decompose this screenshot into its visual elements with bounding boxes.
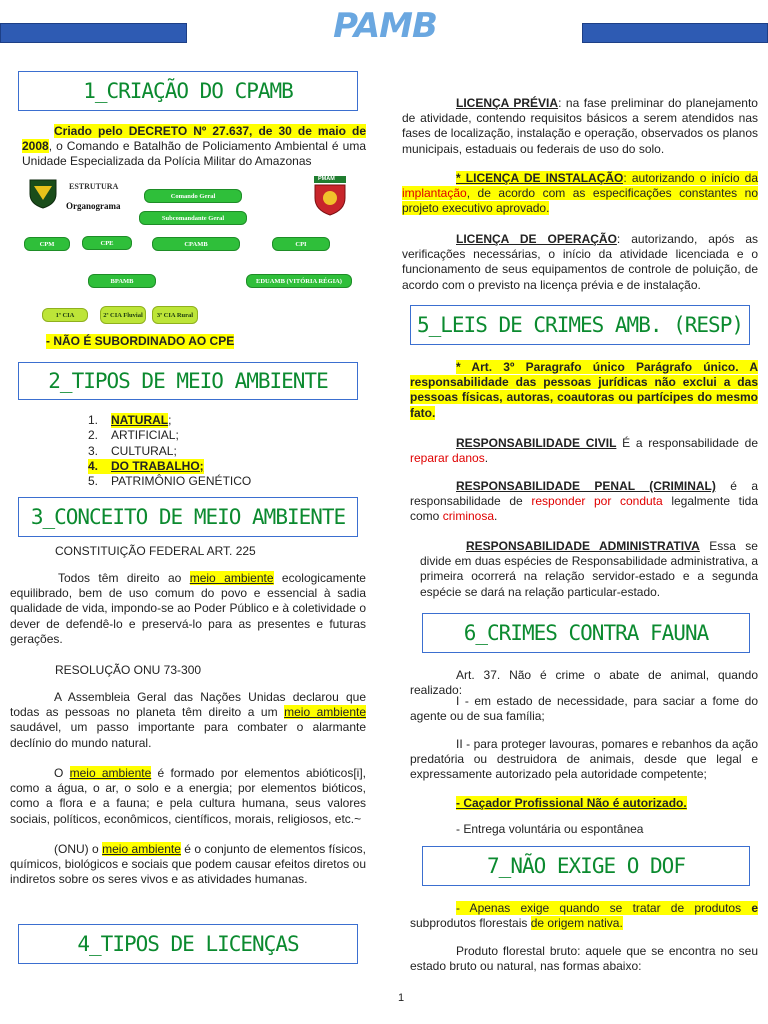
- art37-paragraph: Art. 37. Não é crime o abate de animal, quando realizado:: [410, 668, 758, 698]
- brand-title: PAMB: [333, 6, 437, 46]
- art3-paragraph: * Art. 3º Paragrafo único Parágrafo único. A responsabilidade das pessoas jurídicas não exclui a das pessoas físicas, autoras, coautoras ou partícipes do mesmo fato.: [410, 360, 758, 420]
- decree-rest: , o Comando e Batalhão de Policiamento Ambiental é uma Unidade Especializada da Polícia Militar do Amazonas: [22, 139, 366, 169]
- meio-ambiente-highlight: meio ambiente: [102, 842, 181, 856]
- org-cpm: CPM: [24, 237, 70, 251]
- resp-penal-label: RESPONSABILIDADE PENAL (CRIMINAL): [456, 479, 716, 493]
- org-cpi: CPI: [272, 237, 330, 251]
- licenca-operacao-paragraph: LICENÇA DE OPERAÇÃO: autorizando, após as verificações necessárias, o início da atividade licenciada e o funcionamento de seus equipamentos de controle de poluição, de acordo com o previsto na licença prévia e de instalação.: [402, 232, 758, 292]
- not-subordinate-note: - NÃO É SUBORDINADO AO CPE: [46, 334, 235, 348]
- formation-paragraph: O meio ambiente é formado por elementos abióticos[i], como a água, o ar, o solo e a energia; por elementos bióticos, como a flora e a fauna; e pela cultura humana, seus valores sociais, políticos, econômicos, científicos, morais, religiosos, etc.~: [10, 766, 366, 826]
- meio-ambiente-highlight: meio ambiente: [284, 705, 366, 720]
- implantacao-text: implantação: [402, 186, 467, 201]
- cacador-note: - Caçador Profissional Não é autorizado.: [456, 796, 687, 810]
- organograma-label: Organograma: [66, 201, 121, 211]
- org-cpamb: CPAMB: [152, 237, 240, 251]
- licenca-operacao-label: LICENÇA DE OPERAÇÃO: [456, 232, 617, 246]
- responsabilidade-penal-paragraph: RESPONSABILIDADE PENAL (CRIMINAL) é a responsabilidade de responder por conduta legalmente tida como criminosa.: [410, 479, 758, 524]
- list-label: CULTURAL;: [111, 443, 177, 458]
- decree-paragraph: [22, 124, 366, 170]
- list-number: 3.: [88, 443, 99, 458]
- list-number: 2.: [88, 428, 99, 443]
- entrega-note: - Entrega voluntária ou espontânea: [456, 822, 644, 836]
- cf-title: CONSTITUIÇÃO FEDERAL ART. 225: [55, 544, 256, 558]
- licenca-instalacao-paragraph: * LICENÇA DE INSTALAÇÃO: autorizando o início da implantação, de acordo com as especificações constantes no projeto executivo aprovado.: [402, 171, 758, 216]
- responsabilidade-admin-paragraph: RESPONSABILIDADE ADMINISTRATIVA Essa se divide em duas espécies de Responsabilidade administrativa, a primeira ocorrerá na relação servidor-estado e a segunda espécie se dará na relação particular-estado.: [420, 539, 758, 599]
- meio-ambiente-highlight: meio ambiente: [69, 766, 152, 780]
- org-eduamb: EDUAMB (VITÓRIA RÉGIA): [246, 274, 352, 288]
- list-item: [88, 444, 251, 459]
- section-title-7: 7_NÃO EXIGE O DOF: [422, 846, 750, 886]
- org-comando-geral: Comando Geral: [144, 189, 242, 203]
- environment-types-list: [88, 413, 251, 489]
- onu-definition-paragraph: (ONU) o meio ambiente é o conjunto de elementos físicos, químicos, biológicos e sociais que podem causar efeitos diretos ou indiretos sobre os seres vivos e as atividades humanas.: [10, 842, 366, 887]
- list-item: [88, 413, 251, 428]
- responsabilidade-civil-paragraph: RESPONSABILIDADE CIVIL É a responsabilidade de reparar danos.: [410, 436, 759, 466]
- section-title-2: 2_TIPOS DE MEIO AMBIENTE: [18, 362, 358, 400]
- pmam-label: PMAM: [318, 176, 335, 182]
- page-number: 1: [398, 992, 405, 1004]
- produto-bruto-paragraph: Produto florestal bruto: aquele que se encontra no seu estado bruto ou natural, nas formas abaixo:: [410, 944, 758, 974]
- header-bar-right: [582, 23, 768, 43]
- section-title-1: 1_CRIAÇÃO DO CPAMB: [18, 71, 358, 111]
- resp-civil-label: RESPONSABILIDADE CIVIL: [456, 436, 617, 450]
- list-suffix: ;: [168, 413, 172, 427]
- list-label: DO TRABALHO;: [111, 458, 204, 473]
- cf-paragraph: Todos têm direito ao meio ambiente ecologicamente equilibrado, bem de uso comum do povo e essencial à sadia qualidade de vida, impondo-se ao Poder Público e à coletividade o dever de defendê-lo e preservá-lo para as presentes e futuras gerações.: [10, 571, 366, 646]
- org-cia3: 3ª CIA Rural: [152, 306, 198, 324]
- org-cpe: CPE: [82, 236, 132, 250]
- list-item: [88, 459, 251, 474]
- org-cia2: 2ª CIA Fluvial: [100, 306, 146, 324]
- section-title-5: 5_LEIS DE CRIMES AMB. (RESP): [410, 305, 750, 345]
- art37-i-paragraph: I - em estado de necessidade, para saciar a fome do agente ou de sua família;: [410, 694, 758, 724]
- org-bpamb: BPAMB: [88, 274, 156, 288]
- licenca-previa-label: LICENÇA PRÉVIA: [456, 96, 559, 110]
- art37-ii-paragraph: II - para proteger lavouras, pomares e rebanhos da ação predatória ou destruidora de animais, desde que legal e expressamente autorizado pela autoridade competente;: [410, 737, 758, 782]
- decree-highlight: Criado pelo DECRETO Nº 27.637, de 30 de maio de 2008: [22, 124, 366, 154]
- list-item: [88, 428, 251, 443]
- left-logo: [26, 176, 60, 210]
- onu-paragraph: A Assembleia Geral das Nações Unidas declarou que todas as pessoas no planeta têm direito a um meio ambiente saudável, um passo importante para combater o alarmante declínio do mundo natural.: [10, 690, 366, 750]
- shield-logo-icon: [26, 176, 60, 210]
- resp-admin-label: RESPONSABILIDADE ADMINISTRATIVA: [466, 539, 700, 553]
- list-number: 1.: [88, 413, 99, 427]
- pmam-shield-icon: [312, 176, 348, 216]
- onu-title: RESOLUÇÃO ONU 73-300: [55, 663, 202, 677]
- list-number: 5.: [88, 474, 99, 489]
- estrutura-label: ESTRUTURA: [69, 182, 119, 191]
- section-title-4: 4_TIPOS DE LICENÇAS: [18, 924, 358, 964]
- licenca-previa-paragraph: LICENÇA PRÉVIA: na fase preliminar do planejamento de atividade, contendo requisitos básicos a serem atendidos nas fases de localização, instalação e operação, observados os planos municipais, estaduais ou federais de uso do solo.: [402, 96, 758, 156]
- section-title-6: 6_CRIMES CONTRA FAUNA: [422, 613, 750, 653]
- licenca-instalacao-label: * LICENÇA DE INSTALAÇÃO: [456, 171, 624, 185]
- list-label: ARTIFICIAL;: [111, 428, 179, 443]
- list-number: 4.: [88, 459, 111, 474]
- section-title-3: 3_CONCEITO DE MEIO AMBIENTE: [18, 497, 358, 537]
- list-label: NATURAL: [111, 413, 169, 427]
- list-item: [88, 474, 251, 489]
- right-logo: [312, 176, 348, 216]
- meio-ambiente-highlight: meio ambiente: [189, 571, 274, 585]
- organogram: [24, 174, 354, 328]
- org-subcomandante: Subcomandante Geral: [139, 211, 247, 225]
- list-label: PATRIMÔNIO GENÉTICO: [111, 474, 252, 489]
- dof-paragraph: - Apenas exige quando se tratar de produtos e subprodutos florestais de origem nativa.: [410, 901, 758, 931]
- header-bar-left: [0, 23, 187, 43]
- org-cia1: 1ª CIA: [42, 308, 88, 322]
